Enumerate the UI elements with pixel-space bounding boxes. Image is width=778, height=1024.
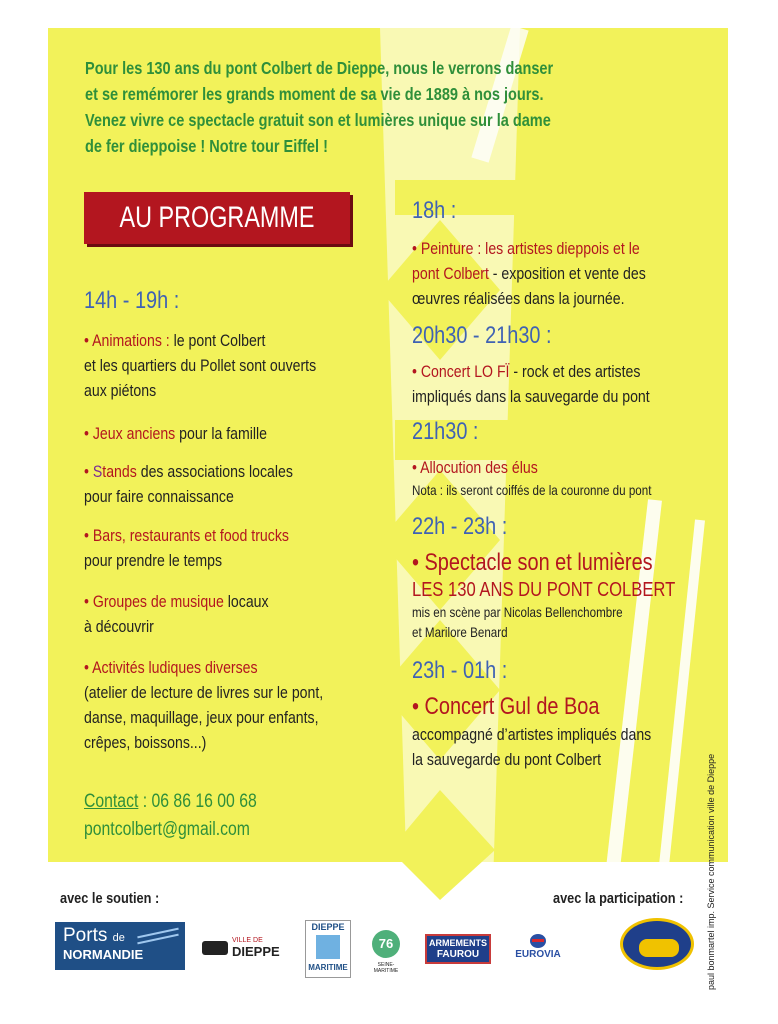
left-items (84, 328, 323, 755)
contact-phone[interactable]: 06 86 16 00 68 (151, 791, 257, 812)
list-item: • Groupes de musique locaux (84, 592, 269, 611)
list-item: • Peinture : les artistes dieppois et le (412, 239, 640, 258)
support-label: avec le soutien : (60, 890, 160, 907)
armements-faurou-logo: ARMEMENTS FAUROU (425, 934, 491, 964)
list-item-continued: danse, maquillage, jeux pour enfants, (84, 708, 319, 727)
time-slot: 20h30 - 21h30 : (412, 322, 552, 349)
time-slot: 18h : (412, 197, 457, 224)
list-item-continued: accompagné d’artistes impliqués dans (412, 725, 652, 744)
concert-title: • Concert Gul de Boa (412, 693, 600, 720)
list-item: • Jeux anciens pour la famille (84, 424, 268, 443)
dieppe-maritime-logo: DIEPPE MARITIME (305, 920, 351, 978)
participation-label: avec la participation : (553, 890, 684, 907)
list-item: • Activités ludiques diverses (84, 658, 258, 677)
printer-credit: paul bonmartel imp. Service communication ville de Dieppe (706, 753, 716, 990)
contact-label: Contact (84, 791, 139, 812)
list-item-continued: crêpes, boissons...) (84, 733, 207, 752)
banner-title: AU PROGRAMME (119, 201, 315, 234)
contact-block (84, 788, 257, 844)
contact-phone-line: Contact : 06 86 16 00 68 (84, 791, 257, 812)
list-item-continued: pont Colbert - exposition et vente des (412, 264, 646, 283)
show-subtitle: LES 130 ANS DU PONT COLBERT (412, 579, 676, 601)
list-item: • Animations : le pont Colbert (84, 331, 266, 350)
left-schedule (84, 286, 179, 316)
credits-line: et Marilore Benard (412, 624, 508, 640)
right-schedule (412, 196, 675, 772)
list-item: • Stands des associations locales (84, 462, 293, 481)
time-slot: 14h - 19h : (84, 287, 180, 314)
contact-email[interactable]: pontcolbert@gmail.com (84, 819, 250, 840)
seine-maritime-logo: 76 SEINE-MARITIME (366, 930, 406, 974)
list-item-continued: œuvres réalisées dans la journée. (412, 289, 625, 308)
list-item-continued: (atelier de lecture de livres sur le pont, (84, 683, 324, 702)
note-text: Nota : ils seront coiffés de la couronne du pont (412, 482, 652, 498)
intro-line: Venez vivre ce spectacle gratuit son et lumières unique sur la dame (85, 110, 551, 130)
intro-line: Pour les 130 ans du pont Colbert de Dieppe, nous le verrons danser (85, 58, 554, 78)
list-item-continued: à découvrir (84, 617, 154, 636)
list-item: • Bars, restaurants et food trucks (84, 526, 289, 545)
eurovia-logo: EUROVIA (508, 934, 568, 962)
list-item: • Concert LO FÏ - rock et des artistes (412, 362, 641, 381)
participation-emblem-logo (620, 918, 694, 970)
ville-de-dieppe-logo: VILLE DE DIEPPE (202, 937, 292, 959)
time-slot: 23h - 01h : (412, 657, 508, 684)
list-item-continued: pour prendre le temps (84, 551, 223, 570)
intro-line: de fer dieppoise ! Notre tour Eiffel ! (85, 136, 328, 156)
list-item-continued: et les quartiers du Pollet sont ouverts (84, 356, 317, 375)
time-slot: 22h - 23h : (412, 513, 508, 540)
programme-banner (84, 192, 350, 244)
intro-text (85, 55, 583, 159)
list-item-continued: impliqués dans la sauvegarde du pont (412, 387, 650, 406)
list-item: • Allocution des élus (412, 458, 538, 477)
list-item-continued: pour faire connaissance (84, 487, 234, 506)
intro-line: et se remémorer les grands moment de sa vie de 1889 à nos jours. (85, 84, 544, 104)
list-item-continued: la sauvegarde du pont Colbert (412, 750, 602, 769)
credits-line: mis en scène par Nicolas Bellenchombre (412, 604, 623, 620)
time-slot: 21h30 : (412, 418, 479, 445)
ports-normandie-logo: Ports de NORMANDIE (55, 922, 185, 970)
list-item-continued: aux piétons (84, 381, 157, 400)
show-title: • Spectacle son et lumières (412, 549, 653, 576)
